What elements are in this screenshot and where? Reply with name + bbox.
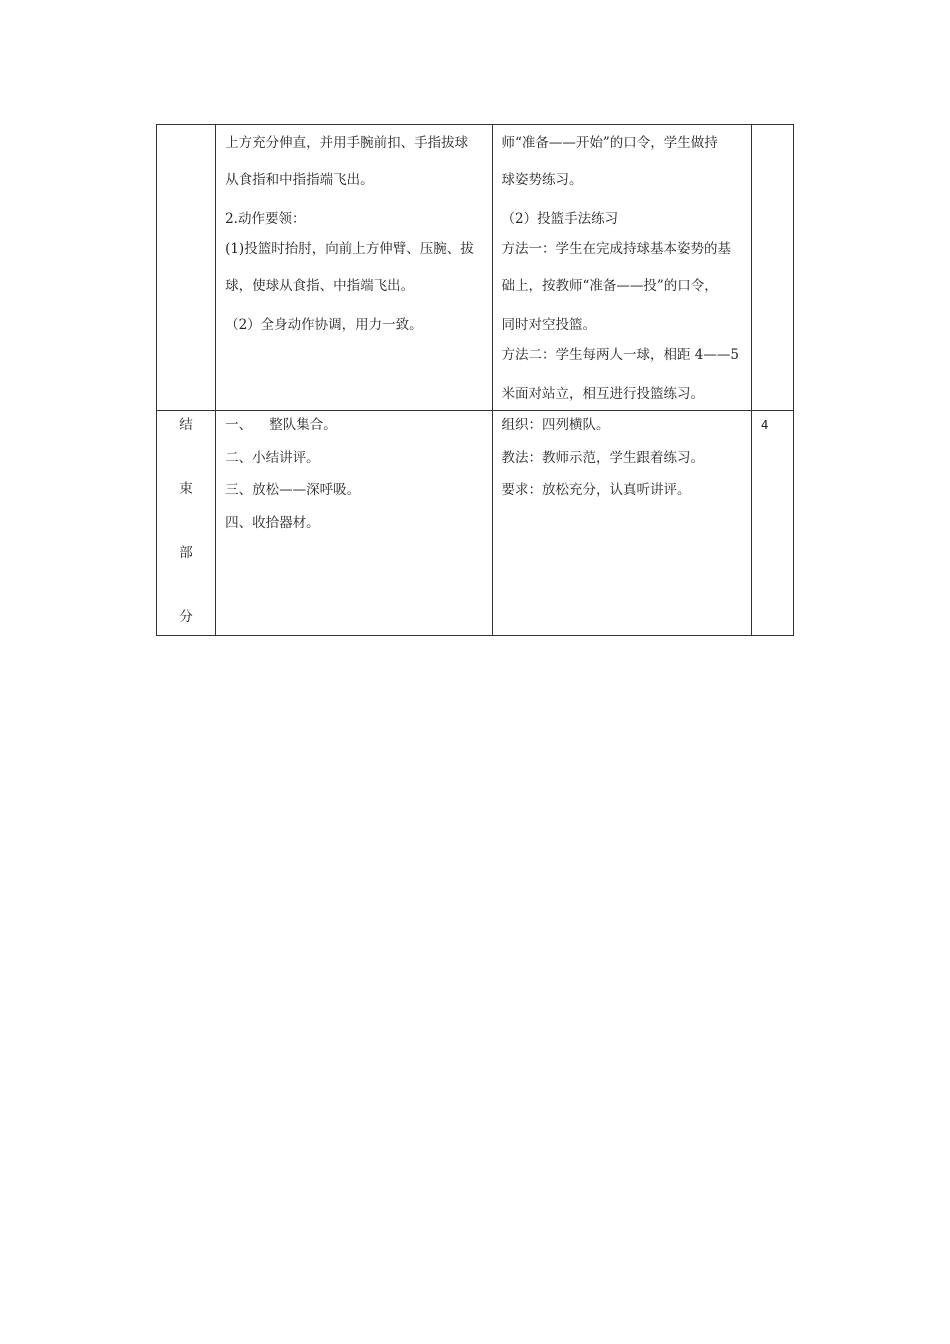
- section-char: 结: [179, 417, 193, 433]
- section-char: 束: [179, 481, 193, 497]
- time-cell: [751, 125, 793, 411]
- method-line: 米面对站立，相互进行投篮练习。: [501, 386, 704, 402]
- section-label: [157, 411, 215, 635]
- method-line: 方法二：学生每两人一球，相距 4——5: [501, 347, 739, 363]
- section-char: 部: [179, 545, 193, 561]
- table-row: [157, 125, 794, 411]
- section-label: [157, 125, 215, 127]
- method-cell: [492, 125, 751, 411]
- table-row: [157, 411, 794, 636]
- method-line: 教法：教师示范，学生跟着练习。: [501, 449, 704, 466]
- content-cell: [216, 411, 492, 636]
- content-line: 三、放松——深呼吸。: [225, 482, 361, 498]
- time-cell: [751, 411, 793, 636]
- content-line: 一、 整队集合。: [225, 417, 337, 433]
- method-cell: [492, 411, 751, 636]
- method-line: 师“准备——开始”的口令，学生做持: [501, 135, 718, 151]
- method-line: 组织：四列横队。: [501, 417, 610, 433]
- section-cell: [157, 411, 216, 636]
- content-line: 二、小结讲评。: [225, 449, 320, 466]
- content-cell: [216, 125, 492, 411]
- content-line: 球，使球从食指、中指端飞出。: [225, 278, 415, 294]
- method-line: 同时对空投篮。: [501, 317, 596, 333]
- method-line: （2）投篮手法练习: [501, 211, 619, 227]
- content-line: （2）全身动作协调，用力一致。: [225, 317, 423, 333]
- method-line: 方法一：学生在完成持球基本姿势的基: [501, 241, 731, 257]
- content-line: 从食指和中指指端飞出。: [225, 172, 374, 188]
- section-char: 分: [179, 609, 193, 625]
- lesson-plan-table: [156, 124, 794, 636]
- section-cell: [157, 125, 216, 411]
- content-line: 上方充分伸直，并用手腕前扣、手指拔球: [225, 135, 469, 151]
- method-line: 球姿势练习。: [501, 172, 583, 188]
- content-line: (1)投篮时抬肘，向前上方伸臂、压腕、拔: [225, 241, 474, 257]
- method-line: 要求：放松充分，认真听讲评。: [501, 482, 691, 498]
- time-value: 4: [760, 417, 769, 432]
- content-line: 2.动作要领：: [225, 211, 306, 227]
- content-line: 四、收拾器材。: [225, 514, 320, 531]
- time-value: [752, 125, 793, 127]
- method-line: 础上，按教师“准备——投”的口令，: [501, 278, 718, 294]
